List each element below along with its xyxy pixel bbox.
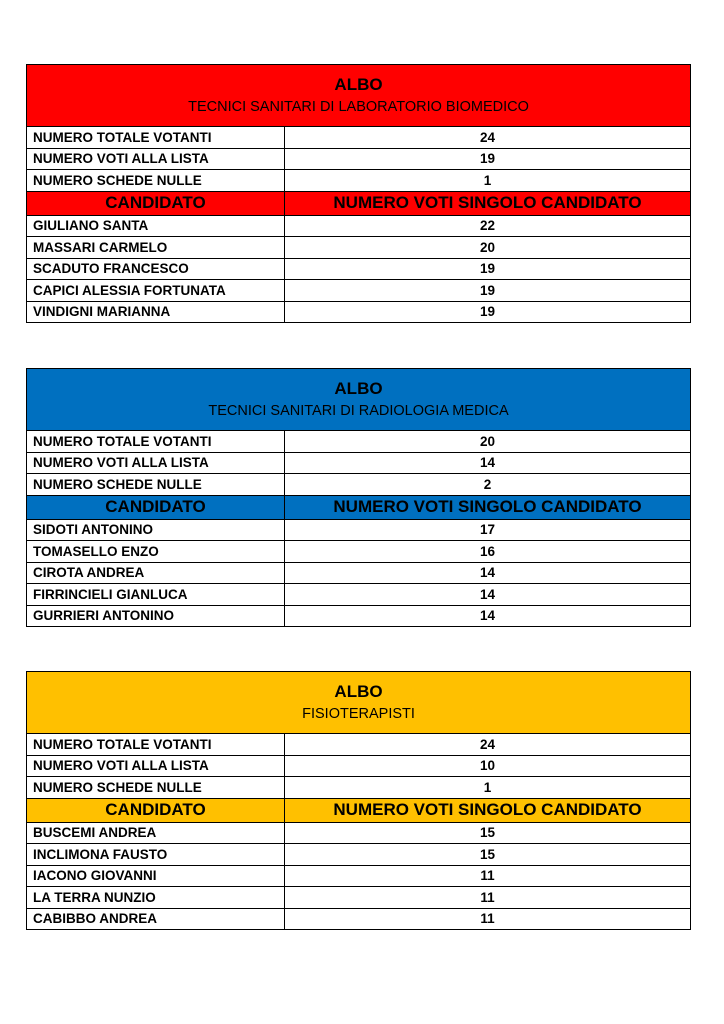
summary-row <box>27 734 691 756</box>
albo-table-fisioterapisti <box>26 671 691 930</box>
candidate-row <box>27 541 691 563</box>
albo-heading: ALBO <box>334 378 383 398</box>
summary-row <box>27 431 691 453</box>
summary-row <box>27 474 691 496</box>
candidate-votes: 19 <box>285 280 691 302</box>
candidate-name: SCADUTO FRANCESCO <box>27 258 285 280</box>
candidate-votes: 16 <box>285 541 691 563</box>
candidate-row <box>27 519 691 541</box>
candidate-votes: 19 <box>285 301 691 323</box>
candidate-row <box>27 301 691 323</box>
candidate-name: CIROTA ANDREA <box>27 562 285 584</box>
candidate-votes: 11 <box>285 908 691 930</box>
candidate-votes: 14 <box>285 605 691 627</box>
summary-label: NUMERO TOTALE VOTANTI <box>27 431 285 453</box>
summary-value: 14 <box>285 452 691 474</box>
summary-label: NUMERO SCHEDE NULLE <box>27 777 285 799</box>
column-header-candidate: CANDIDATO <box>27 798 285 822</box>
candidate-votes: 11 <box>285 887 691 909</box>
summary-row <box>27 777 691 799</box>
summary-label: NUMERO SCHEDE NULLE <box>27 474 285 496</box>
summary-value: 24 <box>285 734 691 756</box>
albo-header <box>27 369 691 431</box>
albo-header <box>27 65 691 127</box>
summary-value: 1 <box>285 777 691 799</box>
candidate-votes: 17 <box>285 519 691 541</box>
albo-name: FISIOTERAPISTI <box>302 705 415 722</box>
summary-value: 10 <box>285 755 691 777</box>
summary-label: NUMERO TOTALE VOTANTI <box>27 734 285 756</box>
albo-header-row <box>27 672 691 734</box>
column-header-row <box>27 191 691 215</box>
candidate-name: VINDIGNI MARIANNA <box>27 301 285 323</box>
summary-value: 24 <box>285 127 691 149</box>
candidate-votes: 22 <box>285 215 691 237</box>
summary-label: NUMERO VOTI ALLA LISTA <box>27 452 285 474</box>
column-header-row <box>27 798 691 822</box>
candidate-name: BUSCEMI ANDREA <box>27 822 285 844</box>
summary-row <box>27 148 691 170</box>
summary-label: NUMERO VOTI ALLA LISTA <box>27 148 285 170</box>
summary-value: 1 <box>285 170 691 192</box>
column-header-candidate: CANDIDATO <box>27 495 285 519</box>
candidate-name: GIULIANO SANTA <box>27 215 285 237</box>
summary-label: NUMERO VOTI ALLA LISTA <box>27 755 285 777</box>
candidate-votes: 15 <box>285 844 691 866</box>
candidate-votes: 20 <box>285 237 691 259</box>
albo-name: TECNICI SANITARI DI LABORATORIO BIOMEDICO <box>188 98 529 115</box>
albo-name: TECNICI SANITARI DI RADIOLOGIA MEDICA <box>208 402 509 419</box>
candidate-row <box>27 822 691 844</box>
candidate-row <box>27 605 691 627</box>
summary-row <box>27 170 691 192</box>
column-header-votes: NUMERO VOTI SINGOLO CANDIDATO <box>285 798 691 822</box>
summary-label: NUMERO TOTALE VOTANTI <box>27 127 285 149</box>
candidate-row <box>27 908 691 930</box>
candidate-row <box>27 562 691 584</box>
candidate-votes: 19 <box>285 258 691 280</box>
albo-table-laboratorio <box>26 64 691 323</box>
summary-value: 2 <box>285 474 691 496</box>
candidate-row <box>27 215 691 237</box>
summary-value: 19 <box>285 148 691 170</box>
column-header-votes: NUMERO VOTI SINGOLO CANDIDATO <box>285 495 691 519</box>
candidate-row <box>27 584 691 606</box>
column-header-candidate: CANDIDATO <box>27 191 285 215</box>
albo-header-row <box>27 65 691 127</box>
candidate-name: SIDOTI ANTONINO <box>27 519 285 541</box>
candidate-name: CABIBBO ANDREA <box>27 908 285 930</box>
candidate-row <box>27 865 691 887</box>
column-header-row <box>27 495 691 519</box>
candidate-name: IACONO GIOVANNI <box>27 865 285 887</box>
summary-value: 20 <box>285 431 691 453</box>
candidate-name: CAPICI ALESSIA FORTUNATA <box>27 280 285 302</box>
candidate-row <box>27 844 691 866</box>
candidate-votes: 11 <box>285 865 691 887</box>
albo-heading: ALBO <box>334 681 383 701</box>
summary-row <box>27 755 691 777</box>
albo-table-radiologia <box>26 368 691 627</box>
candidate-votes: 14 <box>285 584 691 606</box>
summary-row <box>27 452 691 474</box>
albo-header-row <box>27 369 691 431</box>
candidate-row <box>27 887 691 909</box>
summary-row <box>27 127 691 149</box>
candidate-row <box>27 237 691 259</box>
candidate-name: FIRRINCIELI GIANLUCA <box>27 584 285 606</box>
candidate-name: LA TERRA NUNZIO <box>27 887 285 909</box>
candidate-votes: 14 <box>285 562 691 584</box>
candidate-name: MASSARI CARMELO <box>27 237 285 259</box>
albo-header <box>27 672 691 734</box>
candidate-row <box>27 258 691 280</box>
candidate-name: INCLIMONA FAUSTO <box>27 844 285 866</box>
candidate-name: TOMASELLO ENZO <box>27 541 285 563</box>
column-header-votes: NUMERO VOTI SINGOLO CANDIDATO <box>285 191 691 215</box>
albo-heading: ALBO <box>334 74 383 94</box>
candidate-name: GURRIERI ANTONINO <box>27 605 285 627</box>
summary-label: NUMERO SCHEDE NULLE <box>27 170 285 192</box>
candidate-row <box>27 280 691 302</box>
candidate-votes: 15 <box>285 822 691 844</box>
